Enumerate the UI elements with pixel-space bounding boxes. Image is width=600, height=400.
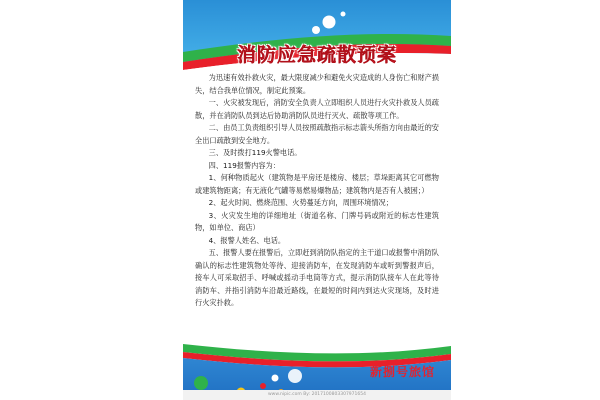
paragraph-report-item-3: 3、火灾发生地的详细地址（街道名称、门牌号码或附近的标志性建筑物，如单位、商店） — [195, 210, 439, 232]
paragraph-step-2: 二、由员工负责组织引导人员按照疏散指示标志箭头所指方向由最近的安全出口疏散到安全地方。 — [195, 123, 439, 145]
paragraph-step-3: 三、及时拨打119火警电话。 — [208, 148, 302, 157]
paragraph-step-1: 一、火灾被发现后，消防安全负责人立即组织人员进行火灾扑救及人员疏散，并在消防队员到达后协助消防队员进行灭火、疏散等项工作。 — [195, 98, 439, 120]
paragraph-intro: 为迅速有效扑救火灾，最大限度减少和避免火灾造成的人身伤亡和财产损失，结合我单位情况，制定此预案。 — [195, 73, 439, 95]
poster-title: 消防应急疏散预案 — [236, 44, 397, 66]
paragraph-report-item-4: 4、报警人姓名、电话。 — [208, 235, 286, 245]
fire-evacuation-poster — [183, 0, 451, 400]
hotel-name: 新捌号旅馆 — [369, 365, 435, 379]
source-watermark: www.nipic.com By: 2017100803307971654 — [183, 390, 451, 400]
header-dot-small — [341, 12, 346, 17]
paragraph-report-item-2: 2、起火时间、燃烧范围、火势蔓延方向，周围环境情况； — [208, 198, 393, 207]
footer-dot-white — [272, 375, 279, 382]
header-dot-medium — [312, 26, 320, 34]
footer-dot-red — [260, 383, 266, 389]
footer-dot-green — [194, 376, 208, 390]
paragraph-step-4: 四、119报警内容为： — [208, 160, 280, 170]
header-dot-large — [323, 16, 336, 29]
paragraph-step-5: 五、报警人要在报警后，立即赶到消防队指定的主干道口或报警中消防队确认的标志性建筑物处等待、迎接消防车，在发现消防车或听到警报声后，接车人可采取招手、呼喊或摇动手电筒等方式，提示消防队接车人在此等待消防车、并指引消防车沿最近路线，在最短的时间内到达火灾现场，及时进行火灾扑救。 — [195, 248, 439, 307]
evacuation-plan-text — [195, 72, 439, 310]
footer-dot-blue-large — [288, 369, 302, 383]
paragraph-report-item-1: 1、何种物质起火（建筑物是平房还是楼房、楼层；草垛距离其它可燃物或建筑物距离；有无液化气罐等易燃易爆物品；建筑物内是否有人被困；） — [195, 173, 439, 195]
